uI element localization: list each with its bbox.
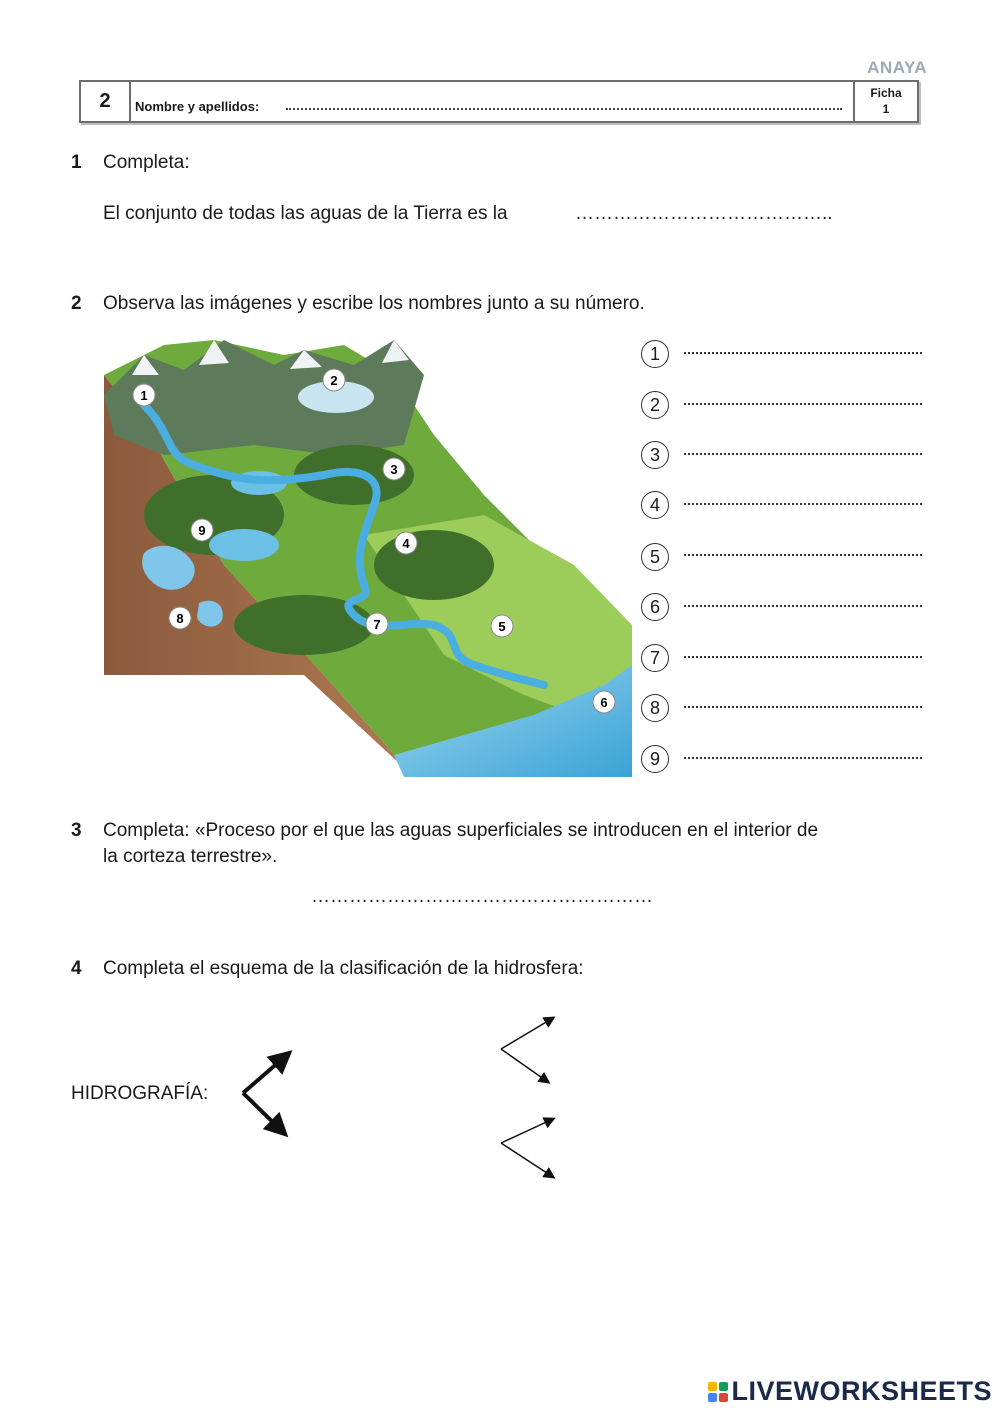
classification-scheme [230, 1005, 570, 1190]
upper-branch-arrows [501, 1018, 553, 1082]
lake [209, 529, 279, 561]
svg-text:4: 4 [402, 536, 410, 551]
lower-branch-arrows [501, 1119, 553, 1177]
answer-line-2[interactable] [684, 403, 922, 405]
answer-line-6[interactable] [684, 605, 922, 607]
answer-number-5: 5 [641, 543, 669, 571]
name-input-line[interactable] [286, 108, 842, 110]
answer-line-5[interactable] [684, 554, 922, 556]
answer-number-7: 7 [641, 644, 669, 672]
main-branch-arrows [243, 1054, 288, 1133]
ficha-label: Ficha [870, 86, 902, 100]
logo-grid-icon [708, 1382, 728, 1402]
svg-text:3: 3 [390, 462, 398, 477]
question-3-number: 3 [71, 820, 82, 841]
worksheet-header [79, 80, 919, 123]
question-4-number: 4 [71, 958, 82, 979]
answer-line-8[interactable] [684, 706, 922, 708]
answer-line-9[interactable] [684, 757, 922, 759]
publisher-logo: ANAYA [867, 58, 927, 77]
liveworksheets-logo [708, 1376, 992, 1407]
answer-line-3[interactable] [684, 453, 922, 455]
question-1-sentence: El conjunto de todas las aguas de la Tierra es la [103, 203, 508, 224]
question-1-answer-blank[interactable]: ………………………………….. [575, 203, 833, 224]
question-2-number: 2 [71, 293, 82, 314]
svg-text:2: 2 [330, 373, 338, 388]
marker-3 [383, 458, 405, 480]
answer-line-4[interactable] [684, 503, 922, 505]
marker-7 [366, 613, 388, 635]
question-3-prompt-line-2: la corteza terrestre». [103, 846, 278, 867]
ficha-box [853, 82, 917, 121]
ficha-number: 1 [882, 102, 890, 116]
answer-line-7[interactable] [684, 656, 922, 658]
landscape-illustration [104, 335, 632, 777]
marker-4 [395, 532, 417, 554]
answer-number-4: 4 [641, 491, 669, 519]
name-label: Nombre y apellidos: [135, 99, 260, 114]
answer-number-3: 3 [641, 441, 669, 469]
question-3-answer-blank[interactable]: ……………………………………………… [311, 886, 653, 907]
svg-text:9: 9 [198, 523, 206, 538]
question-3-prompt-line-1: Completa: «Proceso por el que las aguas superficiales se introducen en el interior de [103, 820, 819, 841]
answer-number-8: 8 [641, 694, 669, 722]
question-1-prompt: Completa: [103, 152, 190, 173]
marker-8 [169, 607, 191, 629]
svg-text:7: 7 [373, 617, 381, 632]
question-4-prompt: Completa el esquema de la clasificación de la hidrosfera: [103, 958, 584, 979]
hidrografia-label: HIDROGRAFÍA: [71, 1083, 209, 1104]
answer-number-1: 1 [641, 340, 669, 368]
marker-2 [323, 369, 345, 391]
marker-5 [491, 615, 513, 637]
answer-number-6: 6 [641, 593, 669, 621]
question-2-prompt: Observa las imágenes y escribe los nombres junto a su número. [103, 293, 645, 314]
marker-1 [133, 384, 155, 406]
question-1-number: 1 [71, 152, 82, 173]
answer-number-2: 2 [641, 391, 669, 419]
answer-line-1[interactable] [684, 352, 922, 354]
svg-text:8: 8 [176, 611, 184, 626]
brand-text: LIVEWORKSHEETS [731, 1376, 992, 1406]
unit-number: 2 [81, 82, 131, 121]
svg-text:1: 1 [140, 388, 148, 403]
marker-6 [593, 691, 615, 713]
marker-9 [191, 519, 213, 541]
svg-text:6: 6 [600, 695, 608, 710]
answer-number-9: 9 [641, 745, 669, 773]
svg-text:5: 5 [498, 619, 506, 634]
